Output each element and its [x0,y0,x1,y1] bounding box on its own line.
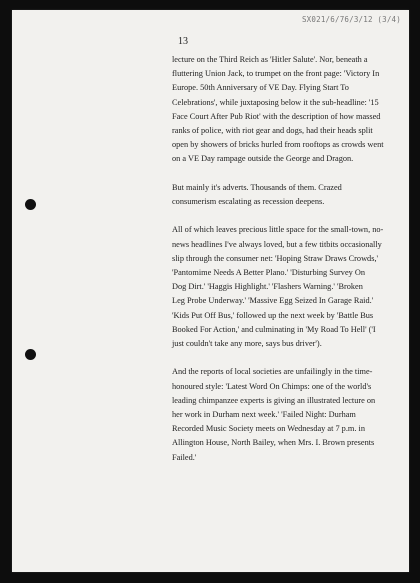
text-line: And the reports of local societies are unfailingly in the time- [172,367,373,377]
body-text [172,53,404,479]
text-line: fluttering Union Jack, to trumpet on the front page: 'Victory In [172,69,380,79]
text-line: on a VE Day rampage outside the George and Dragon. [172,154,354,164]
text-line: Recorded Music Society meets on Wednesday at 7 p.m. in [172,424,365,434]
text-line: ranks of police, with riot gear and dogs, had their heads split [172,126,373,136]
text-line: But mainly it's adverts. Thousands of them. Crazed [172,182,342,192]
text-line: leading chimpanzee experts is giving an illustrated lecture on [172,395,376,405]
punch-hole-top [25,199,36,210]
text-line: Failed.' [172,452,197,462]
paragraph-1 [172,53,404,167]
text-line: All of which leaves precious little space for the small-town, no- [172,225,384,235]
text-line: open by showers of bricks hurled from rooftops as crowds went [172,140,384,150]
text-line: consumerism escalating as recession deepens. [172,197,325,207]
text-line: honoured style: 'Latest Word On Chimps: one of the world's [172,381,372,391]
paragraph-3 [172,223,404,351]
page-number: 13 [178,36,188,47]
text-line: lecture on the Third Reich as 'Hitler Salute'. Nor, beneath a [172,55,368,64]
paragraph-4 [172,365,404,464]
text-line: just couldn't take any more, says bus driver'). [172,339,322,349]
document-page [12,10,409,572]
text-line: 'Pantomime Needs A Better Plano.' 'Disturbing Survey On [172,268,365,278]
archive-reference: SX021/6/76/3/12 (3/4) [301,15,401,24]
text-line: Leg Probe Underway.' 'Massive Egg Seized In Garage Raid.' [172,296,374,306]
paragraph-2 [172,181,404,209]
text-line: Allington House, North Bailey, when Mrs. I. Brown presents [172,438,375,448]
text-line: Booked For Action,' and culminating in 'My Road To Hell' ('I [172,324,376,334]
text-line: her work in Durham next week.' 'Failed Night: Durham [172,410,356,420]
text-line: Celebrations', while juxtaposing below it the sub-headline: '15 [172,97,379,107]
text-line: news headlines I've always loved, but a few titbits occasionally [172,239,382,249]
text-line: Europe. 50th Anniversary of VE Day. Flying Start To [172,83,349,93]
punch-hole-bottom [25,349,36,360]
text-line: Face Court After Pub Riot' with the description of how massed [172,111,381,121]
text-line: slip through the consumer net: 'Hoping Straw Draws Crowds,' [172,253,379,263]
text-line: Dog Dirt.' 'Haggis Highlight.' 'Flashers Warning.' 'Broken [172,282,363,292]
text-line: 'Kids Put Off Bus,' followed up the next week by 'Battle Bus [172,310,374,320]
